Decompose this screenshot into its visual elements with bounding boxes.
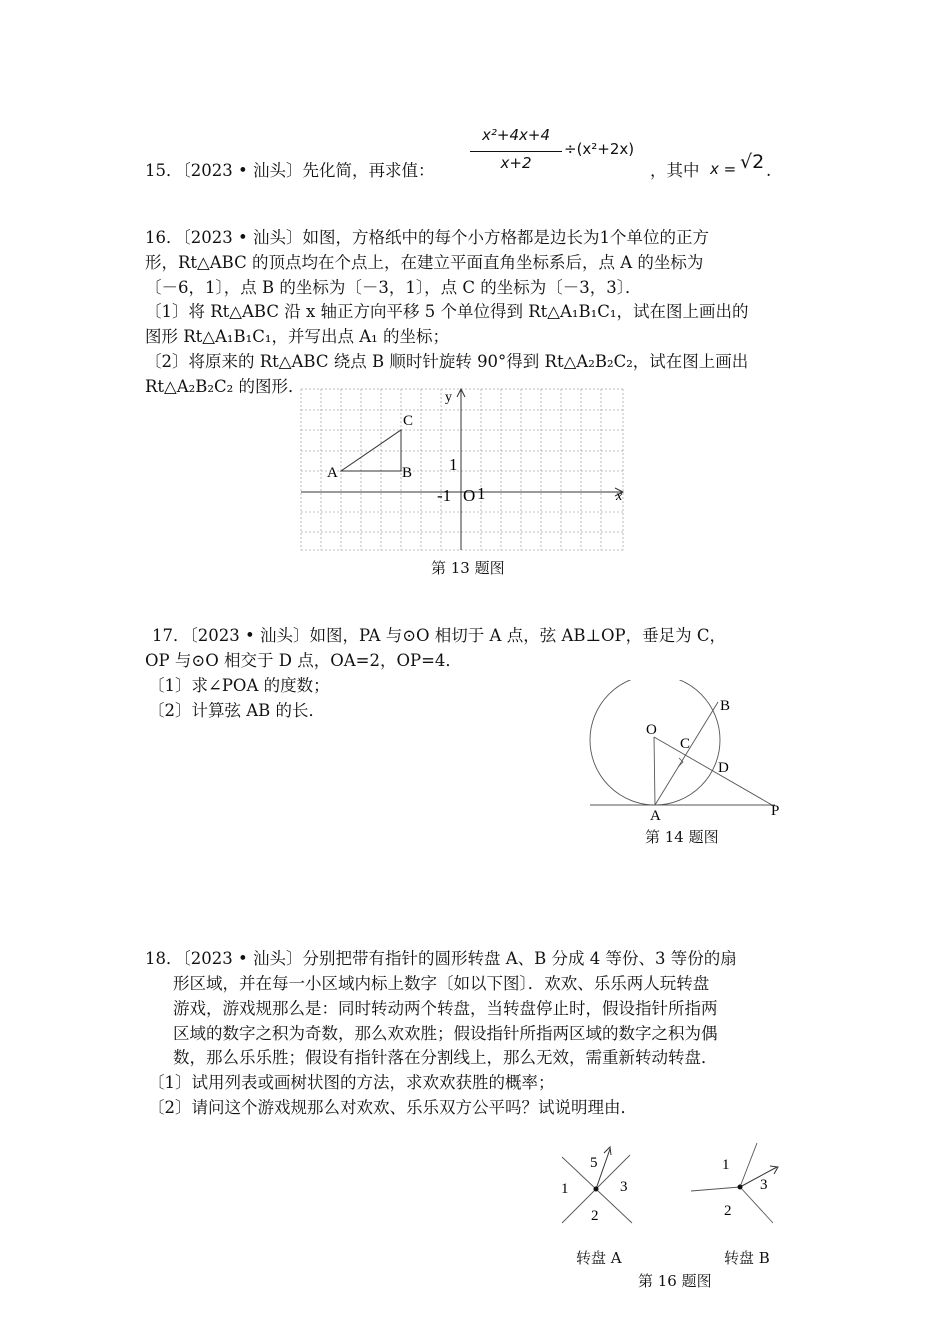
label-neg-one: -1 bbox=[437, 486, 452, 505]
q18-line7: 〔2〕请问这个游戏规那么对欢欢、乐乐双方公平吗？试说明理由． bbox=[148, 1098, 637, 1117]
q15-x-equals: x = bbox=[710, 160, 737, 178]
q18-line6: 〔1〕试用列表或画树状图的方法，求欢欢获胜的概率； bbox=[148, 1073, 555, 1092]
spinner-a-pointer bbox=[596, 1149, 610, 1189]
segment-oa bbox=[654, 737, 655, 805]
y-label: y bbox=[445, 390, 452, 405]
spinner-a-5: 5 bbox=[590, 1155, 598, 1171]
spinner-b-divider-2 bbox=[691, 1187, 740, 1191]
q18-line2: 形区域，并在每一小区域内标上数字〔如以下图〕．欢欢、乐乐两人玩转盘 bbox=[173, 974, 710, 993]
segment-op bbox=[654, 737, 772, 805]
q17-line3: 〔1〕求∠POA 的度数； bbox=[148, 676, 330, 695]
label-origin: O bbox=[463, 486, 476, 505]
label-a: A bbox=[327, 465, 338, 481]
triangle-abc bbox=[341, 430, 401, 471]
q18-line1: 18．〔2023 • 汕头〕分别把带有指针的圆形转盘 A、B 分成 4 等份、3 等份的扇 bbox=[145, 949, 737, 968]
q17-line2: OP 与⊙O 相交于 D 点，OA=2，OP=4． bbox=[145, 651, 462, 670]
q15-numerator: x²+4x+4 bbox=[482, 126, 550, 144]
x-label: x bbox=[616, 489, 623, 504]
q15-denominator: x+2 bbox=[500, 154, 532, 172]
q16-line2: 形，Rt△ABC 的顶点均在个点上，在建立平面直角坐标系后，点 A 的坐标为 bbox=[145, 253, 704, 272]
label-y-one: 1 bbox=[449, 455, 458, 474]
q17-line1: 17．〔2023 • 汕头〕如图，PA 与⊙O 相切于 A 点，弦 AB⊥OP，垂足为 C， bbox=[152, 626, 727, 645]
q15-divide-part: ÷(x²+2x) bbox=[564, 140, 635, 158]
spinner-a-center bbox=[594, 1187, 599, 1192]
q16-line6: 〔2〕将原来的 Rt△ABC 绕点 B 顺时针旋转 90°得到 Rt△A₂B₂C₂，试在图上画出 bbox=[145, 352, 749, 371]
q15-text: 15．〔2023 • 汕头〕先化简，再求值： bbox=[145, 161, 435, 180]
q15-fraction-bar bbox=[470, 151, 562, 152]
q16-line4: 〔1〕将 Rt△ABC 沿 x 轴正方向平移 5 个单位得到 Rt△A₁B₁C₁，试在图上画出的 bbox=[145, 302, 749, 321]
spinner-b-divider-3 bbox=[740, 1187, 773, 1223]
spinner-b-center bbox=[738, 1185, 743, 1190]
label-b: B bbox=[720, 698, 731, 714]
spinner-a-2: 2 bbox=[591, 1208, 599, 1224]
spinner-b bbox=[685, 1135, 785, 1235]
spinner-b-2: 2 bbox=[724, 1203, 732, 1219]
q18-line4: 区域的数字之积为奇数，那么欢欢胜；假设指针所指两区域的数字之积为偶 bbox=[173, 1024, 718, 1043]
q16-line3: 〔－6，1〕，点 B 的坐标为〔－3，1〕，点 C 的坐标为〔－3，3〕． bbox=[145, 278, 642, 297]
label-b: B bbox=[402, 465, 413, 481]
q17-caption: 第 14 题图 bbox=[645, 828, 719, 846]
spinner-b-label: 转盘 B bbox=[724, 1249, 770, 1267]
label-c: C bbox=[403, 413, 414, 429]
q17-line4: 〔2〕计算弦 AB 的长． bbox=[148, 701, 326, 720]
label-c: C bbox=[680, 736, 691, 752]
q15-sqrt: √2 bbox=[740, 151, 765, 173]
spinner-b-1: 1 bbox=[722, 1157, 730, 1173]
spinner-a-1: 1 bbox=[561, 1181, 569, 1197]
q16-grid-figure bbox=[295, 385, 635, 555]
q16-line5: 图形 Rt△A₁B₁C₁，并写出点 A₁ 的坐标； bbox=[145, 327, 450, 346]
q17-circle-figure bbox=[580, 680, 790, 825]
spinner-b-divider-1 bbox=[740, 1143, 757, 1187]
q16-line7: Rt△A₂B₂C₂ 的图形． bbox=[145, 377, 305, 396]
q18-line3: 游戏，游戏规那么是：同时转动两个转盘，当转盘停止时，假设指针所指两 bbox=[173, 999, 718, 1018]
q16-caption: 第 13 题图 bbox=[431, 559, 505, 577]
q18-caption: 第 16 题图 bbox=[638, 1272, 712, 1290]
spinner-a-3: 3 bbox=[620, 1179, 628, 1195]
spinner-a-label: 转盘 A bbox=[576, 1249, 622, 1267]
grid-lines bbox=[301, 389, 623, 550]
label-p: P bbox=[771, 803, 780, 819]
q16-line1: 16．〔2023 • 汕头〕如图，方格纸中的每个小方格都是边长为1个单位的正方 bbox=[145, 228, 709, 247]
q15-end: . bbox=[766, 161, 772, 180]
q18-line5: 数，那么乐乐胜；假设有指针落在分割线上，那么无效，需重新转动转盘． bbox=[173, 1048, 718, 1067]
label-x-one: 1 bbox=[477, 484, 486, 503]
spinner-a-pointer-arrow bbox=[604, 1147, 611, 1155]
label-o: O bbox=[646, 722, 657, 738]
label-d: D bbox=[718, 760, 729, 776]
spinner-a bbox=[550, 1135, 640, 1235]
chord-ab bbox=[655, 702, 718, 805]
spinner-b-pointer bbox=[740, 1167, 777, 1187]
label-a: A bbox=[650, 808, 661, 824]
q15-tail: ，其中 bbox=[650, 161, 700, 180]
spinner-b-3: 3 bbox=[760, 1177, 768, 1193]
